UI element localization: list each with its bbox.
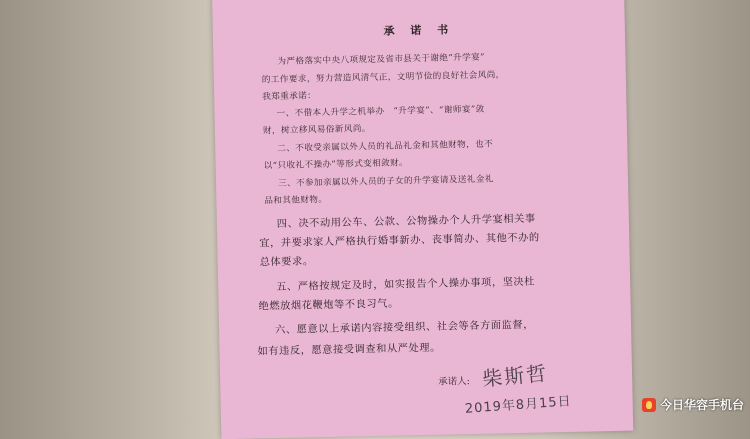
tv-station-logo-icon bbox=[642, 398, 656, 412]
body-line-16: 如有违反，愿意接受调查和从严处理。 bbox=[257, 342, 442, 358]
body-line-3: 我郑重承诺： bbox=[262, 91, 317, 103]
document-title: 承 诺 书 bbox=[383, 23, 455, 38]
body-line-5: 财，树立移风易俗新风尚。 bbox=[262, 124, 371, 137]
signature-date: 2019年8月15日 bbox=[464, 394, 573, 417]
body-line-2: 的工作要求，努力营造风清气正，文明节俭的良好社会风尚， bbox=[261, 70, 505, 86]
body-line-15: 六、愿意以上承诺内容接受组织、社会等各方面监督， bbox=[274, 319, 535, 337]
body-line-9: 品和其他财物。 bbox=[264, 194, 328, 207]
body-line-8: 三、不参加亲属以外人员的子女的升学宴请及送礼金礼 bbox=[277, 174, 494, 189]
watermark bbox=[642, 396, 744, 413]
body-line-7: 以“只收礼不操办”等形式变相敛财。 bbox=[263, 158, 409, 172]
signature-name: 柴斯哲 bbox=[481, 361, 550, 391]
signature-label: 承诺人: bbox=[438, 375, 471, 388]
body-line-13: 五、严格按规定及时，如实报告个人操办事项，坚决杜 bbox=[276, 276, 536, 294]
body-line-4: 一、不借本人升学之机举办 “升学宴”、“谢师宴”敛 bbox=[276, 104, 485, 119]
watermark-text: 今日华容手机台 bbox=[659, 398, 744, 412]
body-line-11: 宜，并要求家人严格执行婚事新办、丧事简办、其他不办的 bbox=[259, 232, 540, 250]
body-line-10: 四、决不动用公车、公款、公物操办个人升学宴相关事 bbox=[276, 213, 536, 231]
body-line-12: 总体要求。 bbox=[259, 256, 314, 269]
body-line-6: 二、不收受亲属以外人员的礼品礼金和其他财物，也不 bbox=[277, 139, 494, 154]
body-line-14: 绝燃放烟花鞭炮等不良习气。 bbox=[258, 298, 399, 313]
commitment-letter-paper bbox=[212, 0, 633, 439]
body-line-1: 为严格落实中央八项规定及省市县关于谢绝“升学宴” bbox=[277, 52, 485, 67]
